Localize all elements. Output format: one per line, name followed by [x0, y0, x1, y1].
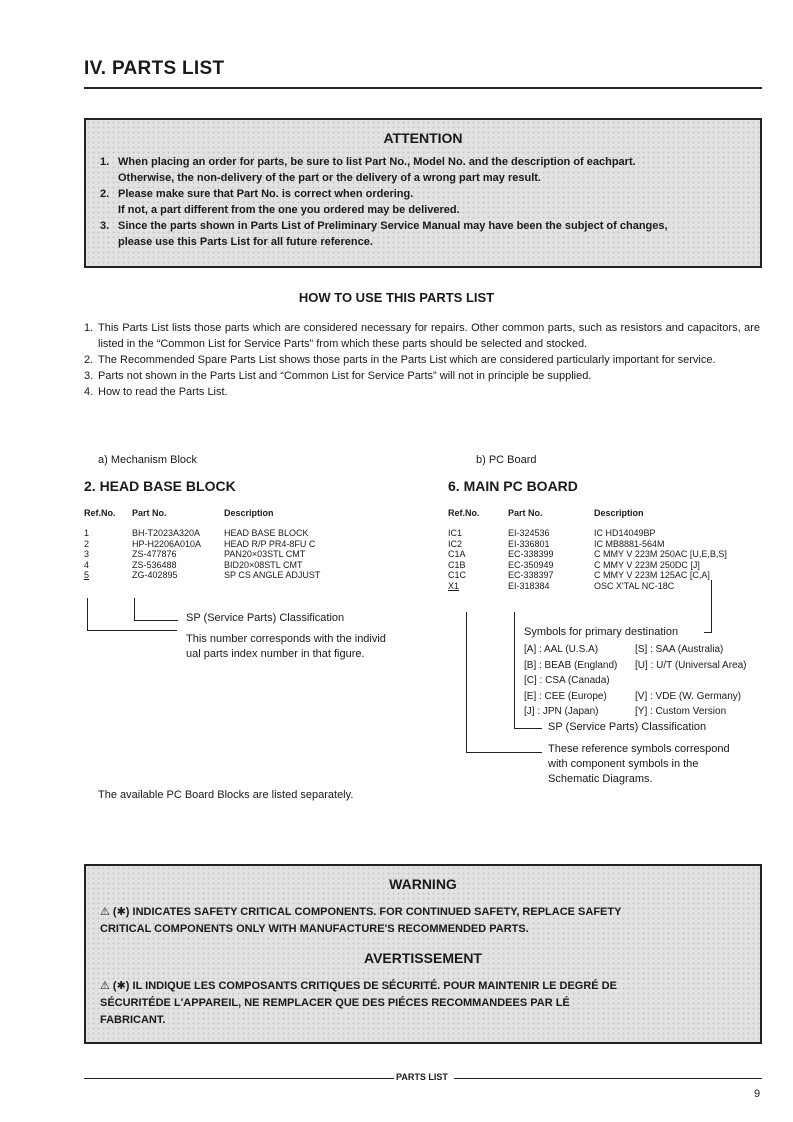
symbol-row: [J] : JPN (Japan) [Y] : Custom Version	[524, 706, 727, 717]
col-desc: Description	[224, 508, 274, 518]
how-to-item: 1. This Parts List lists those parts which are considered necessary for repairs. Other common parts, such as resistors and capacitors, are listed in the “Common List for Service Parts” from which these parts should be selected and stocked.	[84, 322, 760, 350]
sp-pointer-line	[514, 612, 515, 728]
col-part: Part No.	[132, 508, 167, 518]
symbols-title: Symbols for primary destination	[524, 626, 679, 638]
sp-pointer-line	[134, 620, 178, 621]
page-title: IV. PARTS LIST	[84, 58, 225, 79]
col-ref: Ref.No.	[84, 508, 116, 518]
how-to-title: HOW TO USE THIS PARTS LIST	[298, 290, 495, 305]
pcboard-sub-label: b) PC Board	[476, 454, 537, 466]
table-row: 1 BH-T2023A320A HEAD BASE BLOCK	[84, 528, 309, 538]
symbol-row: [B] : BEAB (England) [U] : U/T (Universal Area)	[524, 659, 747, 671]
table-row: 2 HP-H2206A010A HEAD R/P PR4-8FU C	[84, 538, 316, 549]
table-row: C1C EC-338397 C MMY V 223M 125AC [C,A]	[448, 570, 710, 580]
mechanism-index-note: This number corresponds with the individ ual parts index number in that figure.	[186, 633, 386, 660]
footer-rule-right	[454, 1078, 762, 1079]
table-row: C1B EC-350949 C MMY V 223M 250DC [J]	[448, 559, 700, 570]
pcboard-title: 6. MAIN PC BOARD	[448, 478, 578, 494]
avertissement-text: ⚠ (✱) IL INDIQUE LES COMPOSANTS CRITIQUES DE SÉCURITÉ. POUR MAINTENIR LE DEGRÉ DE SÉCURITÉDE L'APPAREIL, NE REMPLACER QUE DES PIÉCES RECOMMANDEES PAR LÉ FABRICANT.	[100, 980, 617, 1026]
symbol-row: [C] : CSA (Canada)	[524, 675, 610, 686]
pcboard-table	[448, 508, 727, 591]
sp-pointer-line	[134, 598, 135, 620]
attention-item: 3. Since the parts shown in Parts List of Preliminary Service Manual may have been the subject of changes, please use this Parts List for all future reference.	[100, 220, 668, 248]
how-to-item: 2. The Recommended Spare Parts List shows those parts in the Parts List which are considered particularly important for service.	[84, 354, 716, 366]
pcboard-ref-note: These reference symbols correspond with component symbols in the Schematic Diagrams.	[548, 743, 730, 785]
mechanism-table	[84, 508, 320, 581]
title-rule	[84, 87, 762, 89]
col-ref: Ref.No.	[448, 508, 480, 518]
mechanism-sub-label: a) Mechanism Block	[98, 454, 198, 466]
pc-blocks-note: The available PC Board Blocks are listed separately.	[98, 789, 354, 801]
col-desc: Description	[594, 508, 644, 518]
table-row: IC2 EI-336801 IC MB8881-564M	[448, 538, 665, 549]
footer-rule-left	[84, 1078, 394, 1079]
attention-item: 1. When placing an order for parts, be sure to list Part No., Model No. and the description of eachpart. Otherwise, the non-delivery of the part or the delivery of a wrong part may result.	[100, 156, 636, 184]
ref-pointer-line	[87, 630, 177, 631]
table-row: 3 ZS-477876 PAN20×03STL CMT	[84, 549, 306, 559]
col-part: Part No.	[508, 508, 543, 518]
how-to-list	[84, 320, 760, 400]
ref-pointer-line	[466, 612, 467, 752]
sp-pointer-line	[514, 728, 542, 729]
attention-box	[84, 118, 762, 268]
symbol-pointer-line	[704, 632, 712, 633]
mechanism-title: 2. HEAD BASE BLOCK	[84, 478, 236, 494]
warning-text: ⚠ (✱) INDICATES SAFETY CRITICAL COMPONENTS. FOR CONTINUED SAFETY, REPLACE SAFETY CRITICAL COMPONENTS ONLY WITH MANUFACTURE'S RECOMMENDED PARTS.	[100, 906, 622, 935]
mechanism-sp-note: SP (Service Parts) Classification	[186, 612, 345, 624]
ref-pointer-line	[466, 752, 542, 753]
footer-label: PARTS LIST	[396, 1072, 448, 1082]
warning-heading: WARNING	[389, 876, 457, 892]
how-to-item: 4. How to read the Parts List.	[84, 386, 228, 398]
page-number: 9	[754, 1088, 761, 1100]
table-row: 5 ZG-402895 SP CS ANGLE ADJUST	[84, 570, 321, 580]
symbol-row: [E] : CEE (Europe) [V] : VDE (W. Germany)	[524, 690, 742, 702]
warning-box	[84, 864, 762, 1044]
table-row: C1A EC-338399 C MMY V 223M 250AC [U,E,B,S]	[448, 549, 727, 559]
table-row: 4 ZS-536488 BID20×08STL CMT	[84, 559, 303, 570]
symbol-pointer-line	[711, 580, 712, 632]
attention-heading: ATTENTION	[383, 130, 463, 146]
table-row: X1 EI-318384 OSC X'TAL NC-18C	[448, 580, 675, 591]
ref-pointer-line	[87, 598, 88, 630]
table-row: IC1 EI-324536 IC HD14049BP	[448, 528, 656, 538]
attention-list	[100, 154, 760, 250]
pcboard-sp-note: SP (Service Parts) Classification	[548, 721, 707, 733]
how-to-item: 3. Parts not shown in the Parts List and “Common List for Service Parts” will not in principle be supplied.	[84, 370, 592, 382]
attention-item: 2. Please make sure that Part No. is correct when ordering. If not, a part different from the one you ordered may be delivered.	[100, 188, 460, 216]
avertissement-heading: AVERTISSEMENT	[364, 950, 482, 966]
symbols-legend	[524, 642, 747, 720]
symbol-row: [A] : AAL (U.S.A) [S] : SAA (Australia)	[524, 644, 724, 655]
